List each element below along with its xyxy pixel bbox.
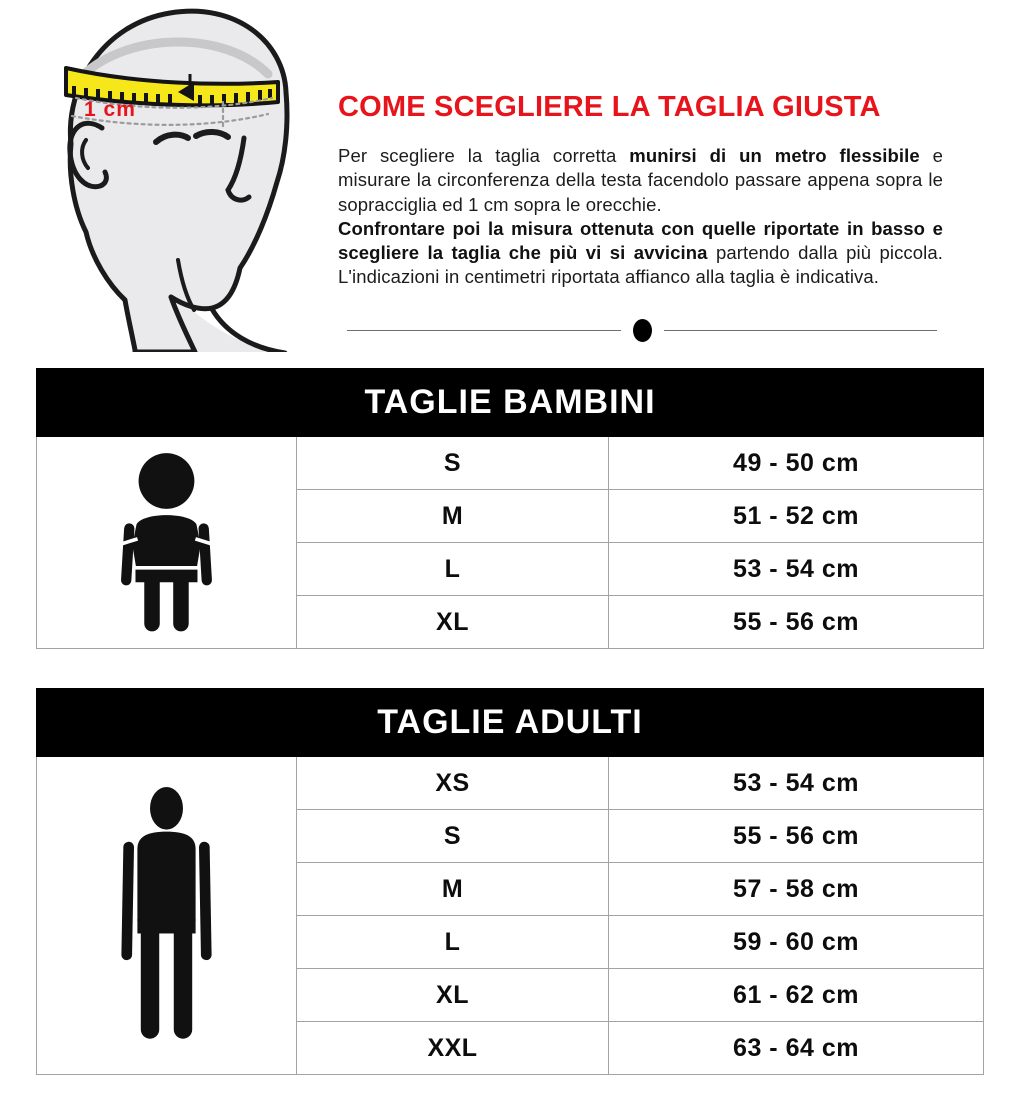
- size-cell: M: [297, 490, 609, 543]
- divider-line-left: [347, 330, 621, 331]
- child-icon: [117, 450, 217, 636]
- tape-measurement-label: 1 cm: [84, 98, 136, 121]
- divider-dot: [633, 319, 652, 342]
- size-cell: M: [297, 863, 609, 916]
- measure-cell: 63 - 64 cm: [609, 1022, 984, 1075]
- taglie-adulti-table: [36, 688, 984, 1075]
- size-cell: S: [297, 437, 609, 490]
- head-measure-illustration: [28, 2, 333, 352]
- table-row: [37, 757, 984, 810]
- size-cell: XL: [297, 969, 609, 1022]
- page-title: COME SCEGLIERE LA TAGLIA GIUSTA: [338, 91, 881, 123]
- measure-cell: 51 - 52 cm: [609, 490, 984, 543]
- measure-cell: 49 - 50 cm: [609, 437, 984, 490]
- intro-text: Per scegliere la taglia corretta munirsi di un metro flessibile e misurare la circonferenza della testa facendolo passare appena sopra le sopracciglia ed 1 cm sopra le orecchie. Confrontare poi la misura ottenuta con quelle riportate in basso e scegliere la taglia che più vi si avvicina partendo dalla più piccola. L'indicazioni in centimetri riportata affianco alla taglia è indicativa.: [338, 145, 943, 288]
- measure-cell: 53 - 54 cm: [609, 543, 984, 596]
- size-cell: S: [297, 810, 609, 863]
- measure-cell: 61 - 62 cm: [609, 969, 984, 1022]
- size-cell: XL: [297, 596, 609, 649]
- size-cell: L: [297, 543, 609, 596]
- child-icon-cell: [37, 437, 297, 649]
- size-cell: XS: [297, 757, 609, 810]
- intro-section: [338, 90, 943, 290]
- measure-cell: 53 - 54 cm: [609, 757, 984, 810]
- table-header-adulti: TAGLIE ADULTI: [37, 689, 984, 757]
- table-row: [37, 437, 984, 490]
- section-divider: [347, 318, 937, 342]
- adult-icon: [118, 785, 215, 1047]
- size-cell: XXL: [297, 1022, 609, 1075]
- measure-cell: 55 - 56 cm: [609, 810, 984, 863]
- head-with-tape-icon: [28, 2, 333, 352]
- measure-cell: 59 - 60 cm: [609, 916, 984, 969]
- table-header-bambini: TAGLIE BAMBINI: [37, 369, 984, 437]
- divider-line-right: [664, 330, 938, 331]
- measure-cell: 57 - 58 cm: [609, 863, 984, 916]
- measure-cell: 55 - 56 cm: [609, 596, 984, 649]
- adult-icon-cell: [37, 757, 297, 1075]
- size-cell: L: [297, 916, 609, 969]
- taglie-bambini-table: [36, 368, 984, 649]
